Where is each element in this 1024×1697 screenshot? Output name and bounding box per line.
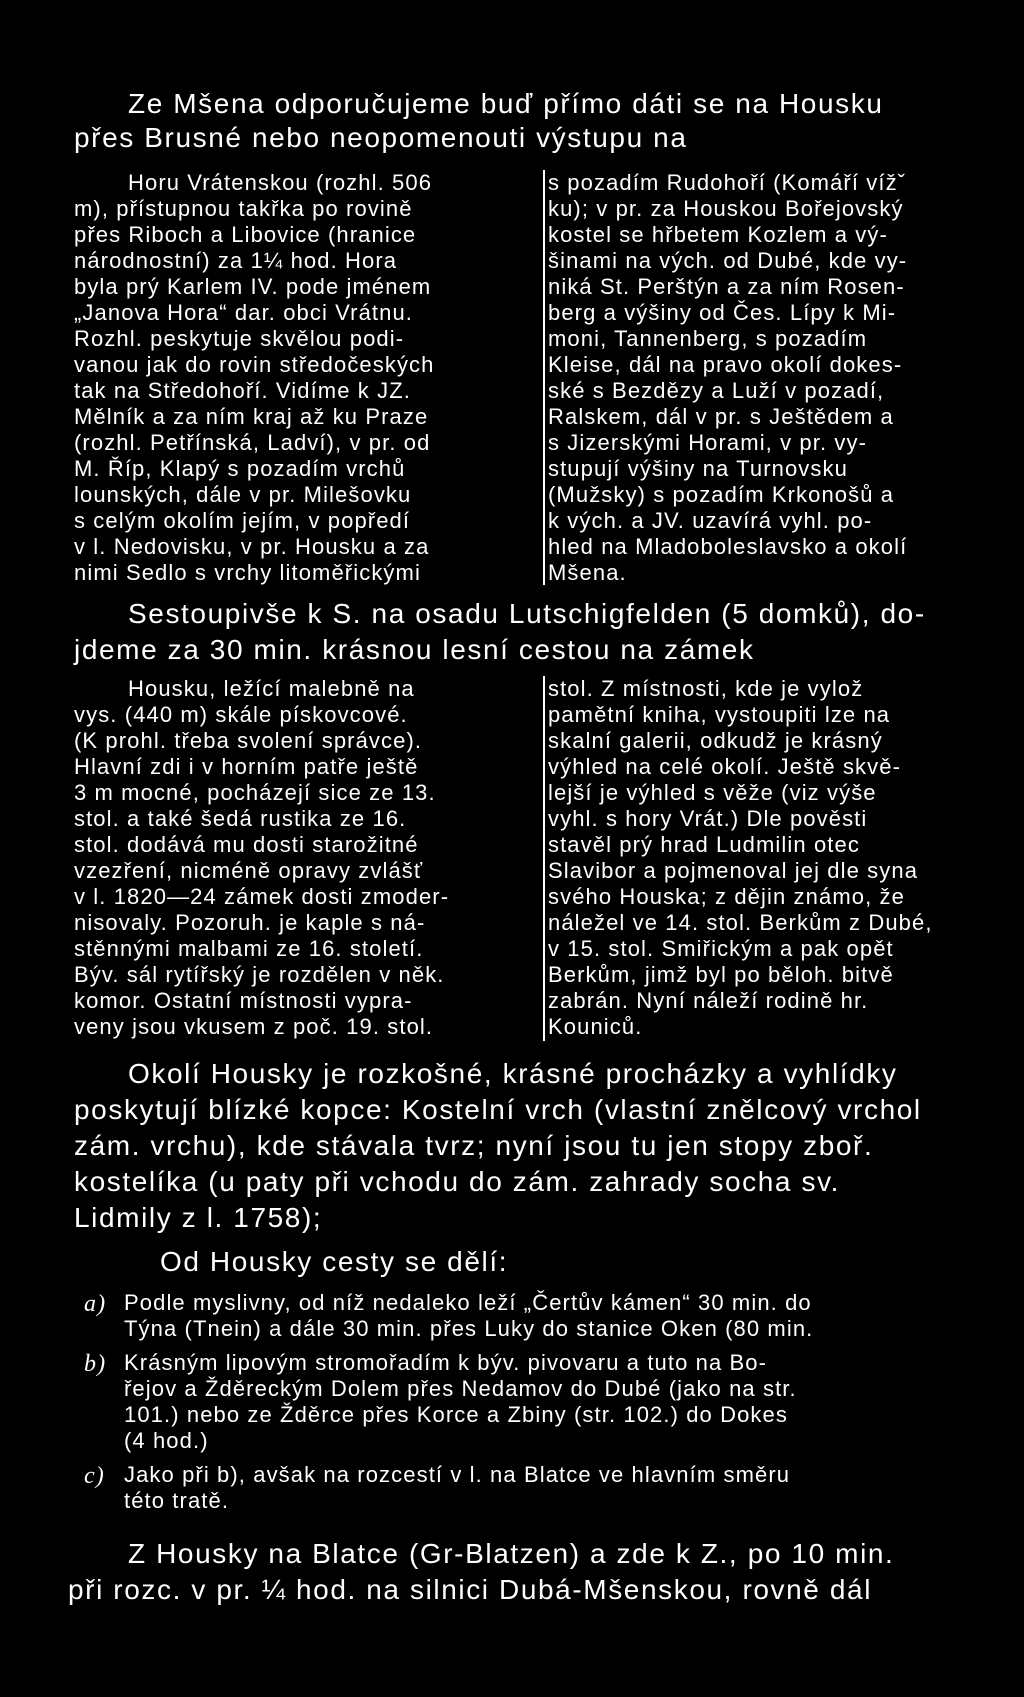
route-line: Týna (Tnein) a dále 30 min. přes Luky do stanice Oken (80 min.	[124, 1316, 814, 1341]
section2-left-line: vys. (440 m) skále pískovcové.	[74, 702, 408, 727]
section1-left-line: nimi Sedlo s vrchy litoměřickými	[74, 560, 421, 585]
route-line: (4 hod.)	[124, 1428, 209, 1453]
section2-left-line: 3 m mocné, pocházejí sice ze 13.	[74, 780, 436, 805]
section2-left-line: Hlavní zdi i v horním patře ještě	[74, 754, 419, 779]
route-line: této tratě.	[124, 1488, 230, 1513]
section1-left-line: „Janova Hora“ dar. obci Vrátnu.	[74, 300, 413, 325]
section1-right-line: (Mužsky) s pozadím Krkonošů a	[548, 482, 895, 507]
section2-left-line: v l. 1820—24 zámek dosti zmoder-	[74, 884, 450, 909]
section2-right-line: Slavibor a pojmenoval jej dle syna	[548, 858, 919, 883]
outro-line: kostelíka (u paty při vchodu do zám. zahrady socha sv.	[74, 1166, 840, 1197]
section2-divider	[543, 676, 545, 1041]
route-line: řejov a Žděreckým Dolem přes Nedamov do Dubé (jako na str.	[124, 1376, 797, 1401]
section1-right-line: stupují výšiny na Turnovsku	[548, 456, 848, 481]
middle-line: Sestoupivše k S. na osadu Lutschigfelden (5 domků), do-	[128, 598, 926, 629]
section2-right-line: pamětní kniha, vystoupiti lze na	[548, 702, 891, 727]
section1-left-line: Horu Vrátenskou (rozhl. 506	[128, 170, 433, 195]
section2-right-line: Berkům, jimž byl po běloh. bitvě	[548, 962, 894, 987]
outro-line: zám. vrchu), kde stávala tvrz; nyní jsou tu jen stopy zboř.	[74, 1130, 874, 1161]
route-marker: a)	[84, 1291, 107, 1317]
section1-left-line: v l. Nedovisku, v pr. Housku a za	[74, 534, 430, 559]
section2-right-line: zabrán. Nyní náleží rodině hr.	[548, 988, 869, 1013]
section2-right-line: v 15. stol. Smiřickým a pak opět	[548, 936, 894, 961]
section2-left-line: Býv. sál rytířský je rozdělen v něk.	[74, 962, 445, 987]
section1-right-line: s Jizerskými Horami, v pr. vy-	[548, 430, 868, 455]
section1-left-line: národnostní) za 1¼ hod. Hora	[74, 248, 398, 273]
section1-left-line: (rozhl. Petřínská, Ladví), v pr. od	[74, 430, 431, 455]
section2-left-line: Housku, ležící malebně na	[128, 676, 415, 701]
section1-right-line: šinami na vých. od Dubé, kde vy-	[548, 248, 908, 273]
section1-left-line: tak na Středohoří. Vidíme k JZ.	[74, 378, 411, 403]
section2-right-line: vyhl. s hory Vrát.) Dle pověsti	[548, 806, 868, 831]
outro-line: poskytují blízké kopce: Kostelní vrch (vlastní znělcový vrchol	[74, 1094, 922, 1125]
section2-right-line: stavěl prý hrad Ludmilin otec	[548, 832, 860, 857]
section2-right-line: lejší je výhled s věže (viz výše	[548, 780, 877, 805]
section2-right-line: výhled na celé okolí. Ještě skvě-	[548, 754, 902, 779]
intro-line: Ze Mšena odporučujeme buď přímo dáti se na Housku	[128, 88, 884, 119]
section1-left-line: přes Riboch a Libovice (hranice	[74, 222, 417, 247]
section2-left-line: stěnnými malbami ze 16. století.	[74, 936, 424, 961]
section2-right-line: svého Houska; z dějin známo, že	[548, 884, 905, 909]
section1-left-line: Rozhl. peskytuje skvělou podi-	[74, 326, 405, 351]
section1-right-line: k vých. a JV. uzavírá vyhl. po-	[548, 508, 873, 533]
route-marker: c)	[84, 1463, 105, 1489]
outro-line: Okolí Housky je rozkošné, krásné procházky a vyhlídky	[128, 1058, 898, 1089]
outro-line: Lidmily z l. 1758);	[74, 1202, 323, 1233]
section1-right-line: niká St. Perštýn a za ním Rosen-	[548, 274, 905, 299]
section1-left-line: s celým okolím jejím, v popředí	[74, 508, 411, 533]
section1-left-line: m), přístupnou takřka po rovině	[74, 196, 413, 221]
section1-left-line: byla prý Karlem IV. pode jménem	[74, 274, 432, 299]
route-line: Jako při b), avšak na rozcestí v l. na Blatce ve hlavním směru	[124, 1462, 791, 1487]
section1-divider	[543, 170, 545, 585]
section1-right-line: berg a výšiny od Čes. Lípy k Mi-	[548, 300, 897, 325]
closing-line: Z Housky na Blatce (Gr-Blatzen) a zde k Z., po 10 min.	[128, 1538, 895, 1569]
section1-left-line: Mělník a za ním kraj až ku Praze	[74, 404, 429, 429]
section1-right-line: Kleise, dál na pravo okolí dokes-	[548, 352, 903, 377]
section2-left-line: vzezření, nicméně opravy zvlášť	[74, 858, 424, 883]
section1-right-line: moni, Tannenberg, s pozadím	[548, 326, 868, 351]
section1-left-line: M. Říp, Klapý s pozadím vrchů	[74, 456, 406, 481]
route-marker: b)	[84, 1351, 107, 1377]
section1-right-line: kostel se hřbetem Kozlem a vý-	[548, 222, 888, 247]
section1-right-line: Mšena.	[548, 560, 627, 585]
section2-right-line: skalní galerii, odkudž je krásný	[548, 728, 883, 753]
closing-line: při rozc. v pr. ¼ hod. na silnici Dubá-Mšenskou, rovně dál	[68, 1574, 873, 1605]
section2-left-line: stol. dodává mu dosti starožitné	[74, 832, 419, 857]
section2-right-line: náležel ve 14. stol. Berkům z Dubé,	[548, 910, 933, 935]
routes-heading: Od Housky cesty se dělí:	[160, 1246, 509, 1277]
middle-line: jdeme za 30 min. krásnou lesní cestou na zámek	[74, 634, 755, 665]
section2-left-line: stol. a také šedá rustika ze 16.	[74, 806, 407, 831]
route-line: Krásným lipovým stromořadím k býv. pivovaru a tuto na Bo-	[124, 1350, 768, 1375]
section2-left-line: nisovaly. Pozoruh. je kaple s ná-	[74, 910, 426, 935]
route-line: Podle myslivny, od níž nedaleko leží „Čertův kámen“ 30 min. do	[124, 1290, 812, 1315]
section1-left-line: lounských, dále v pr. Milešovku	[74, 482, 412, 507]
section1-right-line: hled na Mladoboleslavsko a okolí	[548, 534, 908, 559]
section1-left-line: vanou jak do rovin středočeských	[74, 352, 435, 377]
route-line: 101.) nebo ze Žděrce přes Korce a Zbiny (str. 102.) do Dokes	[124, 1402, 788, 1427]
section2-right-line: stol. Z místnosti, kde je vylož	[548, 676, 864, 701]
section1-right-line: s pozadím Rudohoří (Komáří vížˇ	[548, 170, 907, 195]
section2-left-line: veny jsou vkusem z poč. 19. stol.	[74, 1014, 434, 1039]
section2-left-line: komor. Ostatní místnosti vypra-	[74, 988, 413, 1013]
section1-right-line: Ralskem, dál v pr. s Ještědem a	[548, 404, 894, 429]
section2-left-line: (K prohl. třeba svolení správce).	[74, 728, 423, 753]
section1-right-line: ské s Bezdězy a Luží v pozadí,	[548, 378, 885, 403]
section1-right-line: ku); v pr. za Houskou Bořejovský	[548, 196, 904, 221]
intro-line: přes Brusné nebo neopomenouti výstupu na	[74, 122, 688, 153]
section2-right-line: Kouniců.	[548, 1014, 643, 1039]
